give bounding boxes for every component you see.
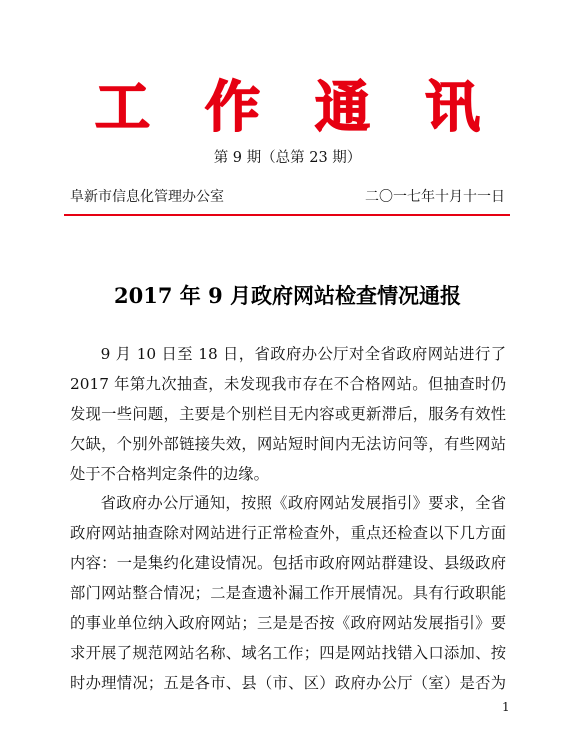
paragraph-line: 省政府办公厅通知，按照《政府网站发展指引》要求，全省 (100, 494, 506, 513)
header-rule (64, 214, 510, 216)
issue-date: 二〇一七年十月十一日 (365, 189, 505, 205)
paragraph-line: 的事业单位纳入政府网站；三是是否按《政府网站发展指引》要 (70, 614, 506, 633)
paragraph-line: 求开展了规范网站名称、域名工作；四是网站找错入口添加、按 (70, 643, 506, 662)
paragraph-line: 欠缺，个别外部链接失效，网站短时间内无法访问等，有些网站 (70, 434, 506, 453)
page-number: 1 (502, 700, 510, 714)
paragraph-line: 发现一些问题，主要是个别栏目无内容或更新滞后，服务有效性 (70, 404, 506, 423)
paragraph-line: 2017 年第九次抽查，未发现我市存在不合格网站。但抽查时仍 (70, 374, 506, 393)
paragraph-line: 部门网站整合情况；二是查遗补漏工作开展情况。具有行政职能 (70, 584, 506, 603)
issuer-row (70, 188, 505, 206)
document-body (70, 340, 506, 699)
paragraph-2 (70, 489, 506, 698)
paragraph-line: 内容：一是集约化建设情况。包括市政府网站群建设、县级政府 (70, 554, 506, 573)
paragraph-line: 9 月 10 日至 18 日，省政府办公厅对全省政府网站进行了 (100, 345, 506, 363)
paragraph-line: 时办理情况；五是各市、县（市、区）政府办公厅（室）是否为 (70, 673, 506, 692)
masthead-title: 工作通讯 (95, 77, 480, 137)
document-title: 2017 年 9 月政府网站检查情况通报 (114, 283, 461, 308)
issuer-name: 阜新市信息化管理办公室 (70, 189, 224, 205)
issue-number: 第 9 期（总第 23 期） (213, 150, 362, 166)
paragraph-1 (70, 340, 506, 489)
paragraph-line: 处于不合格判定条件的边缘。 (70, 464, 269, 483)
paragraph-line: 政府网站抽查除对网站进行正常检查外，重点还检查以下几方面 (70, 524, 506, 543)
